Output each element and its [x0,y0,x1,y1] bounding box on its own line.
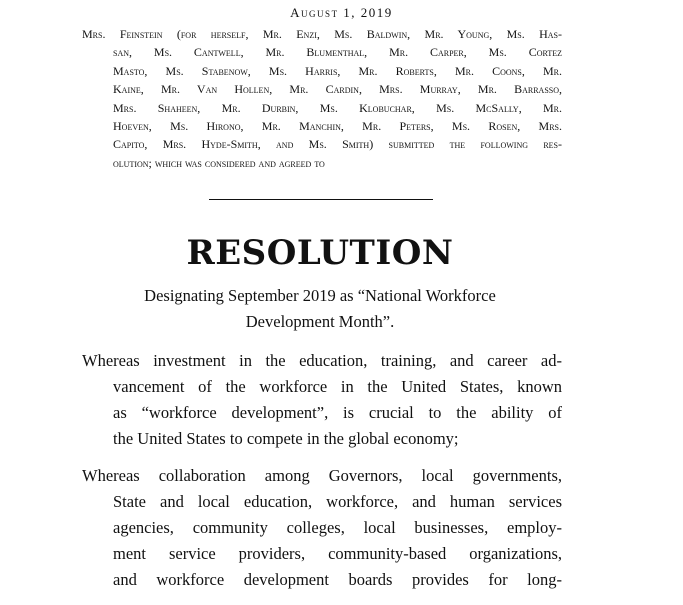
designation-line: Designating September 2019 as “National Workforce [144,286,496,305]
sponsors-paragraph [82,25,562,172]
whereas-line: and workforce development boards provides for long- [113,570,562,589]
whereas-line: State and local education, workforce, and human services [113,492,562,511]
sponsors-line: Mrs. Feinstein (for herself, Mr. Enzi, Ms. Baldwin, Mr. Young, Ms. Has- [82,27,562,41]
whereas-line: Whereas investment in the education, training, and career ad- [82,351,562,370]
sponsors-line: Hoeven, Ms. Hirono, Mr. Manchin, Mr. Peters, Ms. Rosen, Mrs. [113,119,562,134]
resolution-designation [0,283,640,335]
whereas-line: vancement of the workforce in the United States, known [113,377,562,396]
whereas-clause-2 [82,463,562,593]
sponsors-line: san, Ms. Cantwell, Mr. Blumenthal, Mr. Carper, Ms. Cortez [113,45,562,60]
section-divider [209,199,433,200]
sponsors-line: Masto, Ms. Stabenow, Ms. Harris, Mr. Roberts, Mr. Coons, Mr. [113,63,562,78]
sponsors-line: olution; which was considered and agreed to [113,155,325,170]
whereas-line: agencies, community colleges, local businesses, employ- [113,518,562,537]
sponsors-line: Capito, Mrs. Hyde-Smith, and Ms. Smith) submitted the following res- [113,137,562,152]
sponsors-line: Kaine, Mr. Van Hollen, Mr. Cardin, Mrs. Murray, Mr. Barrasso, [113,82,562,97]
whereas-line: the United States to compete in the global economy; [113,429,459,448]
whereas-clause-1 [82,348,562,452]
whereas-line: ment service providers, community-based organizations, [113,544,562,563]
document-type-heading: RESOLUTION [186,233,454,273]
whereas-line: as “workforce development”, is crucial to the ability of [113,403,562,422]
sponsors-line: Mrs. Shaheen, Mr. Durbin, Ms. Klobuchar, Ms. McSally, Mr. [113,100,562,115]
whereas-line: Whereas collaboration among Governors, local governments, [82,466,562,485]
resolution-date: August 1, 2019 [290,5,393,20]
designation-line: Development Month”. [245,312,395,331]
